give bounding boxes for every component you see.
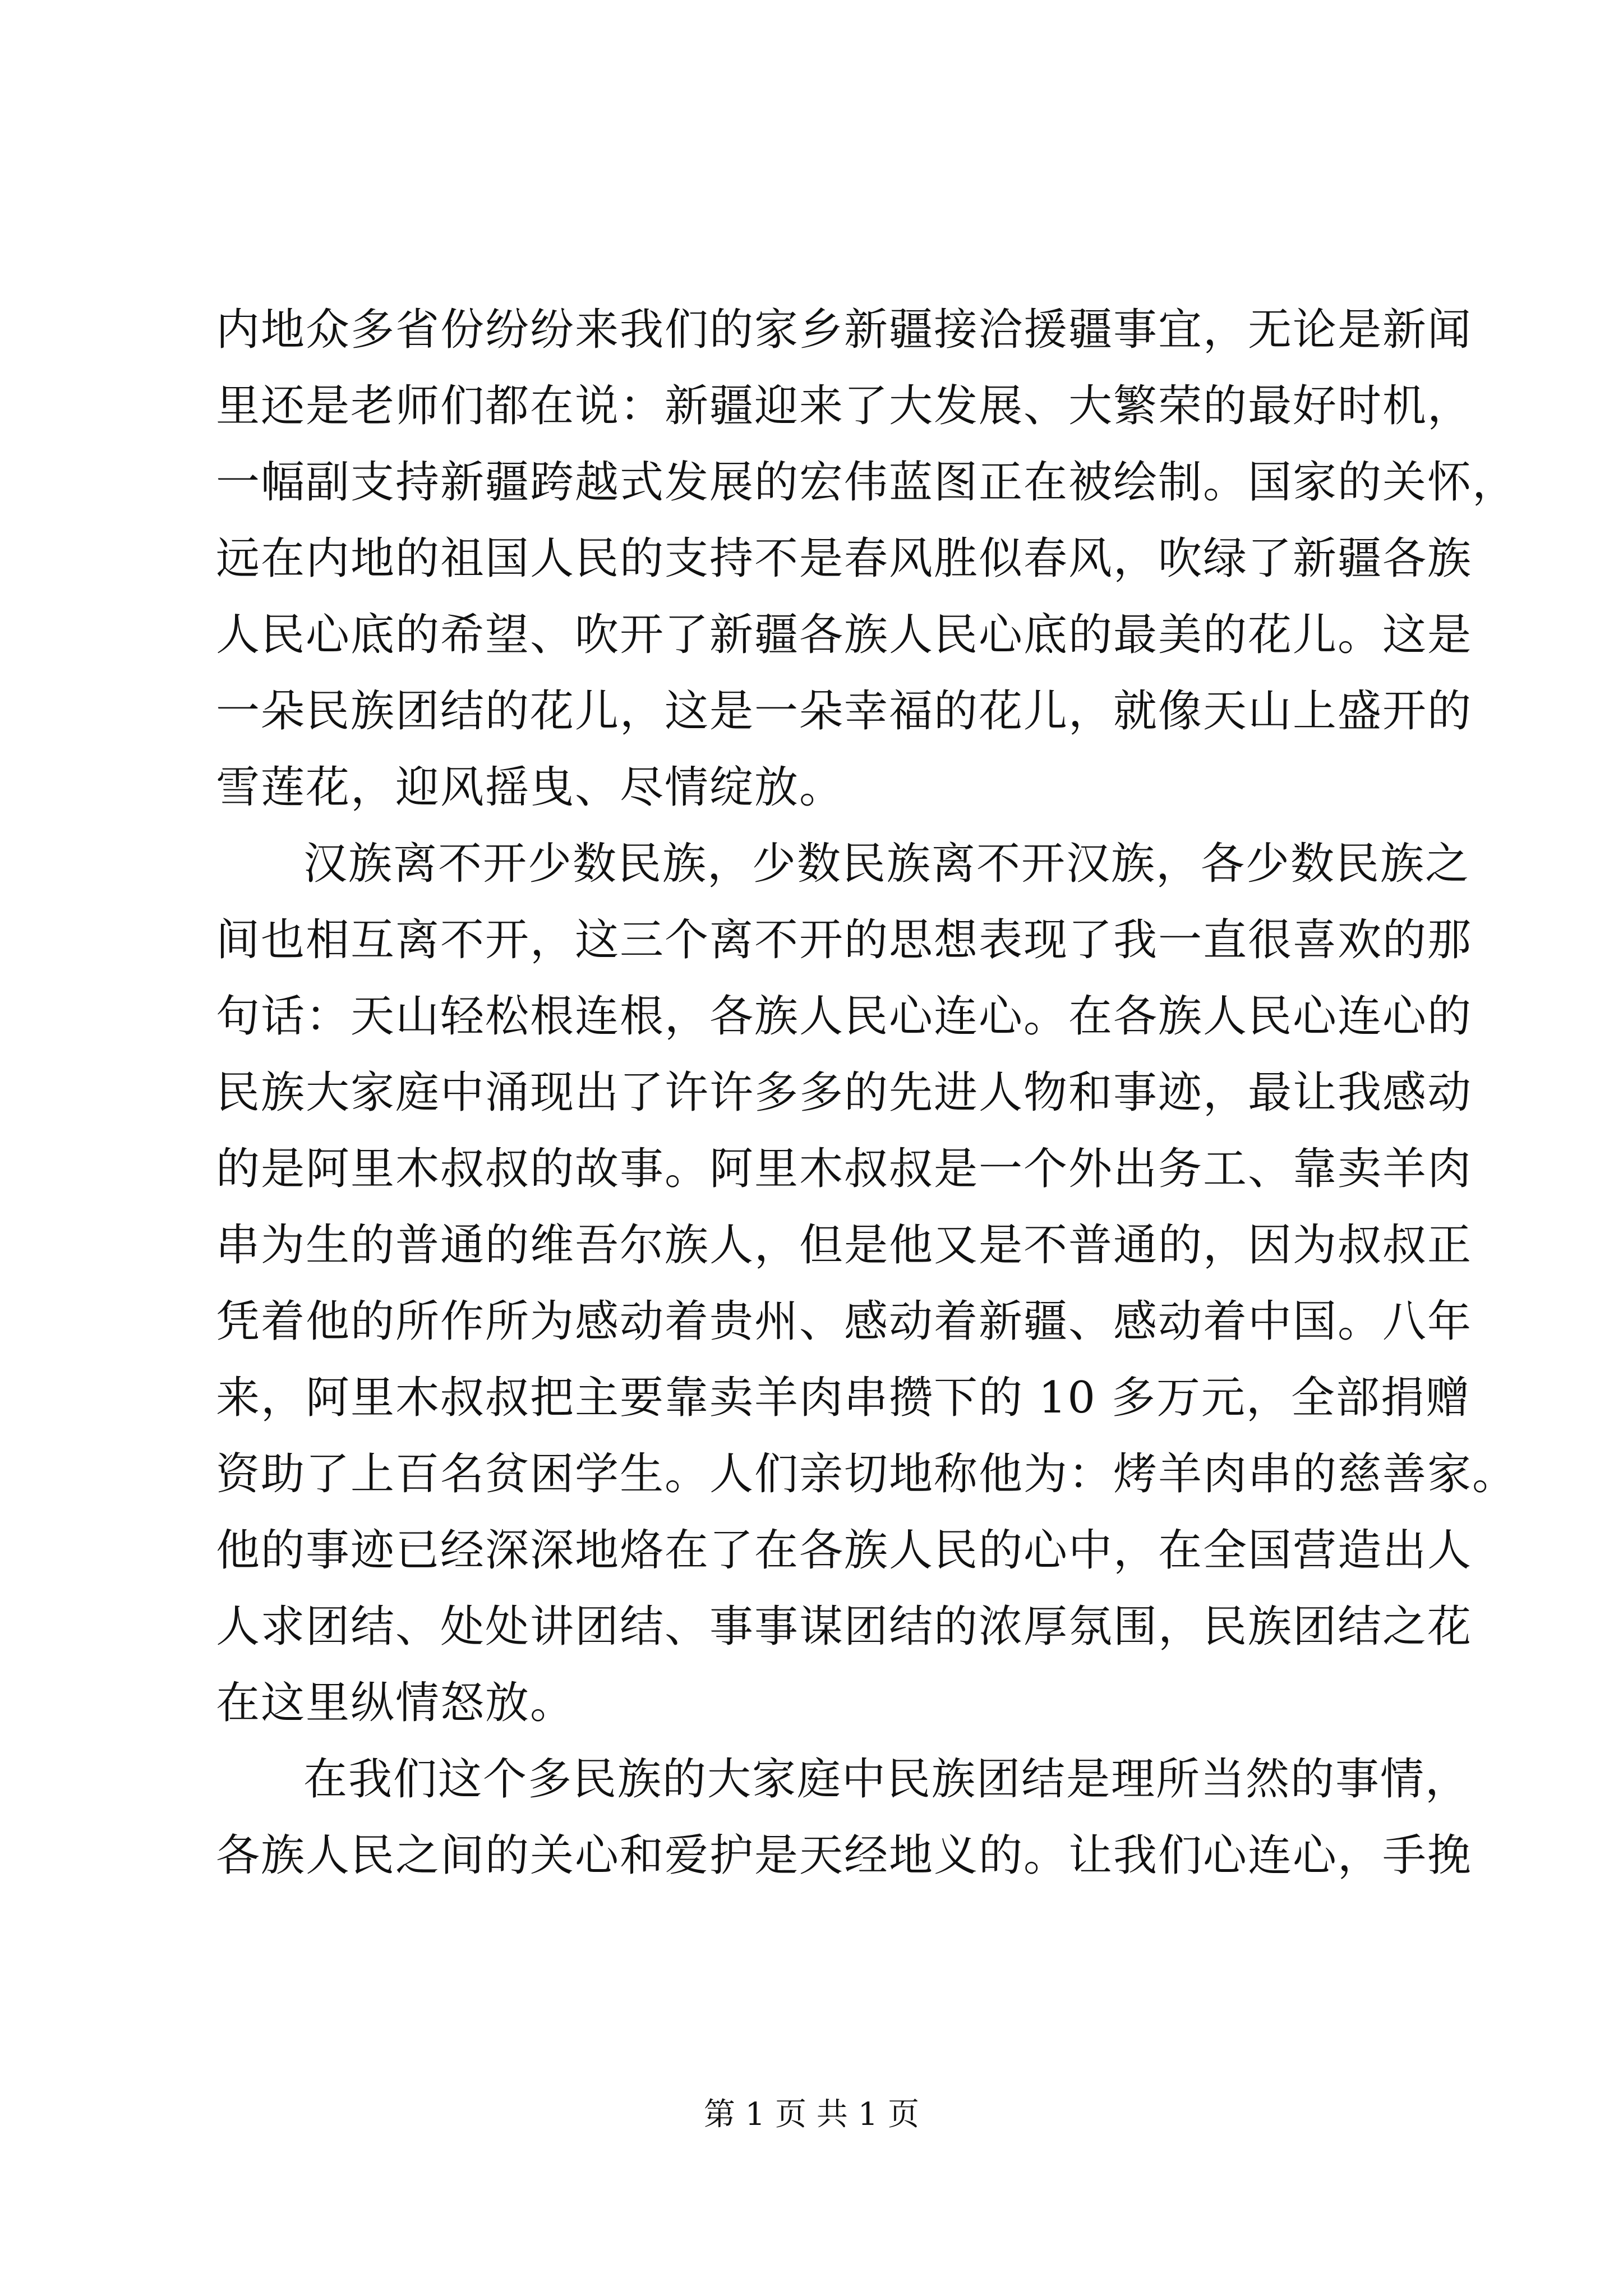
text-line: 的是阿里木叔叔的故事。阿里木叔叔是一个外出务工、靠卖羊肉 [216, 1144, 1473, 1194]
page-footer: 第 1 页 共 1 页 [703, 2096, 920, 2133]
body-text [216, 292, 1518, 1894]
text-line: 他的事迹已经深深地烙在了在各族人民的心中，在全国营造出人 [216, 1525, 1473, 1576]
text-line: 凭着他的所作所为感动着贵州、感动着新疆、感动着中国。八年 [216, 1296, 1473, 1347]
paragraph-start-line: 在我们这个多民族的大家庭中民族团结是理所当然的事情， [303, 1754, 1470, 1805]
text-line: 雪莲花，迎风摇曳、尽情绽放。 [216, 762, 845, 813]
text-line: 民族大家庭中涌现出了许许多多的先进人物和事迹，最让我感动 [216, 1068, 1473, 1118]
text-line: 间也相互离不开，这三个离不开的思想表现了我一直很喜欢的那 [216, 915, 1473, 965]
text-line: 资助了上百名贫困学生。人们亲切地称他为：烤羊肉串的慈善家。 [216, 1449, 1518, 1499]
text-line: 一幅副支持新疆跨越式发展的宏伟蓝图正在被绘制。国家的关怀， [216, 457, 1518, 508]
text-line: 在这里纵情怒放。 [216, 1678, 575, 1728]
text-line: 串为生的普通的维吾尔族人，但是他又是不普通的，因为叔叔正 [216, 1220, 1473, 1271]
text-line: 内地众多省份纷纷来我们的家乡新疆接洽援疆事宜，无论是新闻 [216, 305, 1473, 355]
text-line: 来，阿里木叔叔把主要靠卖羊肉串攒下的 10 多万元，全部捐赠 [216, 1373, 1470, 1423]
paragraph-start-line: 汉族离不开少数民族，少数民族离不开汉族，各少数民族之 [303, 839, 1470, 889]
text-line: 句话：天山轻松根连根，各族人民心连心。在各族人民心连心的 [216, 991, 1473, 1042]
text-line: 远在内地的祖国人民的支持不是春风胜似春风，吹绿了新疆各族 [216, 533, 1473, 584]
text-line: 人求团结、处处讲团结、事事谋团结的浓厚氛围，民族团结之花 [216, 1602, 1473, 1652]
text-line: 人民心底的希望、吹开了新疆各族人民心底的最美的花儿。这是 [216, 610, 1473, 660]
text-line: 里还是老师们都在说：新疆迎来了大发展、大繁荣的最好时机， [216, 381, 1473, 431]
text-line: 各族人民之间的关心和爱护是天经地义的。让我们心连心，手挽 [216, 1830, 1473, 1881]
text-line: 一朵民族团结的花儿，这是一朵幸福的花儿，就像天山上盛开的 [216, 686, 1473, 737]
